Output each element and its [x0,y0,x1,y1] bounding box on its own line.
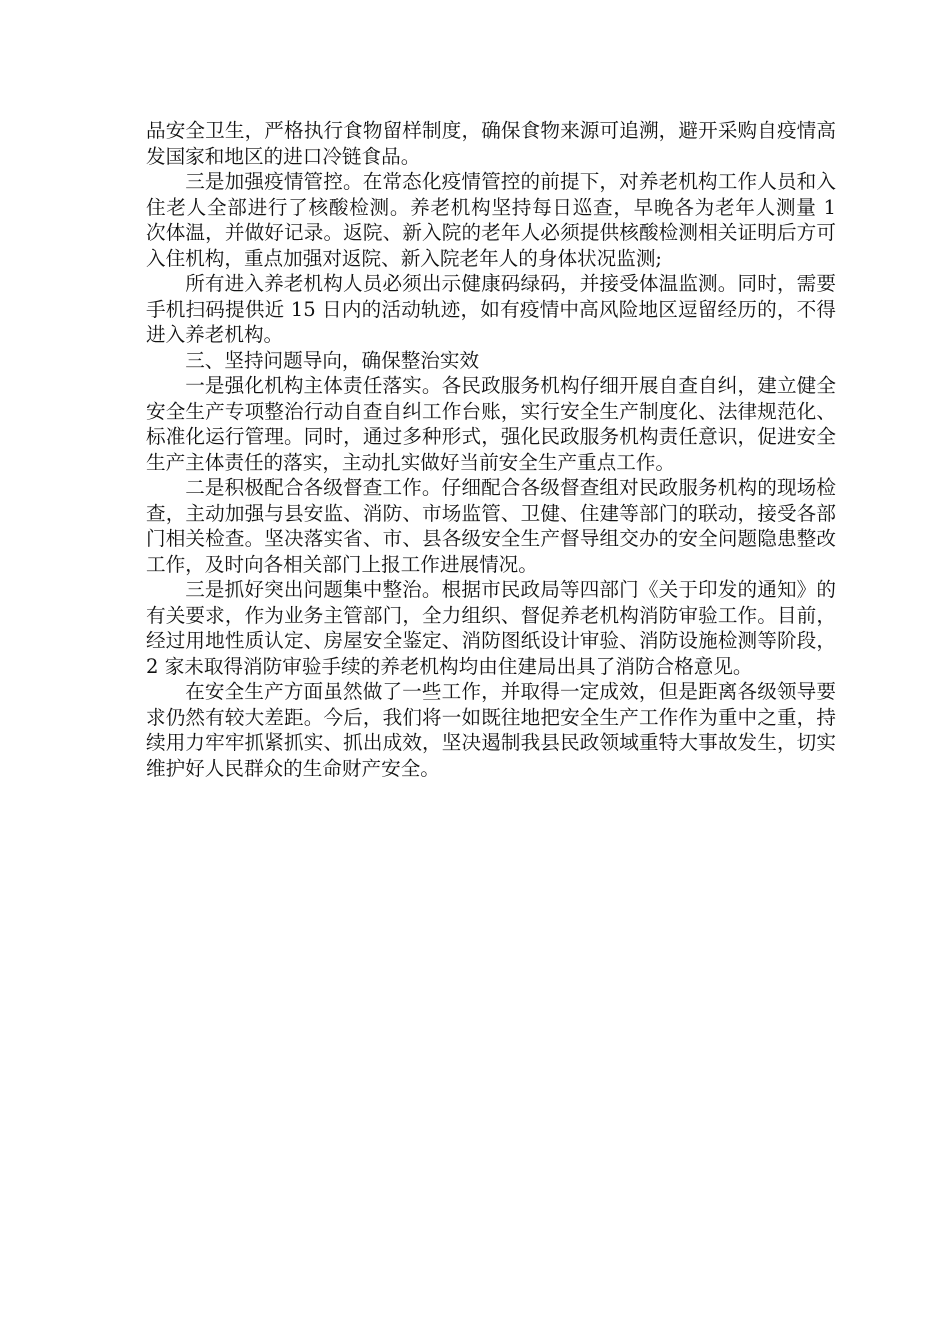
paragraph: 一是强化机构主体责任落实。各民政服务机构仔细开展自查自纠，建立健全安全生产专项整治行动自查自纠工作台账，实行安全生产制度化、法律规范化、标准化运行管理。同时，通过多种形式，强化民政服务机构责任意识，促进安全生产主体责任的落实，主动扎实做好当前安全生产重点工作。 [146,374,836,474]
section-heading: 三、坚持问题导向，确保整治实效 [185,348,480,372]
document-page [146,118,836,781]
paragraph: 三是加强疫情管控。在常态化疫情管控的前提下，对养老机构工作人员和入住老人全部进行了核酸检测。养老机构坚持每日巡查，早晚各为老年人测量 1 次体温，并做好记录。返院、新入院的老年人必须提供核酸检测相关证明后方可入住机构，重点加强对返院、新入院老年人的身体状况监测; [146,170,836,270]
paragraph: 三是抓好突出问题集中整治。根据市民政局等四部门《关于印发的通知》的有关要求，作为业务主管部门，全力组织、督促养老机构消防审验工作。目前，经过用地性质认定、房屋安全鉴定、消防图纸设计审验、消防设施检测等阶段，2 家未取得消防审验手续的养老机构均由住建局出具了消防合格意见。 [146,578,836,678]
paragraph: 所有进入养老机构人员必须出示健康码绿码，并接受体温监测。同时，需要手机扫码提供近 15 日内的活动轨迹，如有疫情中高风险地区逗留经历的，不得进入养老机构。 [146,272,836,346]
paragraph: 在安全生产方面虽然做了一些工作，并取得一定成效，但是距离各级领导要求仍然有较大差距。今后，我们将一如既往地把安全生产工作作为重中之重，持续用力牢牢抓紧抓实、抓出成效，坚决遏制我县民政领域重特大事故发生，切实维护好人民群众的生命财产安全。 [146,680,836,780]
paragraph: 品安全卫生，严格执行食物留样制度，确保食物来源可追溯，避开采购自疫情高发国家和地区的进口冷链食品。 [146,119,836,168]
paragraph: 二是积极配合各级督查工作。仔细配合各级督查组对民政服务机构的现场检查，主动加强与县安监、消防、市场监管、卫健、住建等部门的联动，接受各部门相关检查。坚决落实省、市、县各级安全生产督导组交办的安全问题隐患整改工作，及时向各相关部门上报工作进展情况。 [146,476,836,576]
